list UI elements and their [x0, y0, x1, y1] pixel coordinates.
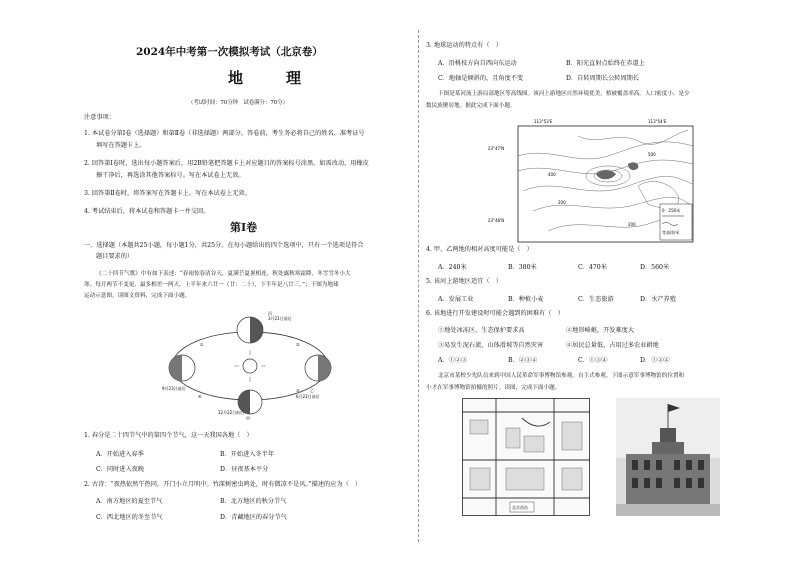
- contour-value: 200: [628, 222, 636, 227]
- option: B．②③④: [508, 357, 538, 364]
- label-left: 9月23日前后: [162, 386, 186, 391]
- statement: ①地处冰冻区，生态保护要求高: [438, 327, 525, 334]
- orbit-marker: ③: [296, 388, 300, 393]
- contour-map: [488, 116, 698, 244]
- option: A．①②③: [438, 357, 468, 364]
- street-map: [462, 398, 590, 516]
- option: C．生态旅游: [578, 296, 614, 303]
- station-label: 北京西站: [512, 505, 528, 510]
- orbit-marker: ②: [296, 342, 300, 347]
- label-top: 3月21日前后: [268, 316, 292, 321]
- statement: ②地形崎岖，开发难度大: [566, 327, 635, 334]
- passage-text: 《二十四节气歌》中有如下表述：“春雨惊春清谷天，夏满芒夏暑相连，秋处露秋寒霜降，冬雪雪冬小大: [96, 271, 351, 277]
- latitude-label: 23°47'N: [488, 146, 505, 151]
- passage-text: 运动示意图。读图文资料，完成下面小题。: [84, 293, 191, 299]
- latitude-label: 23°46'N: [488, 218, 505, 223]
- option: D．560米: [640, 264, 670, 271]
- question-stem: 3. 地球运动的特点有（ ）: [426, 42, 502, 49]
- contour-value: 400: [548, 172, 556, 177]
- passage-text: 寒。每月两节不变更，最多相差一两天。上半年来六廿一（廿：二十），下半年是八廿三。”；下图为地球: [84, 282, 339, 288]
- orbit-marker: ④: [198, 394, 202, 399]
- contour-value: 200: [558, 200, 566, 205]
- longitude-label: 113°53'E: [534, 119, 553, 124]
- option: A．开始进入春季: [96, 451, 144, 458]
- label-bottom: 甲: [246, 416, 250, 421]
- orbit-marker: ①: [200, 342, 204, 347]
- label-bottom: 12月22日前后: [218, 410, 245, 415]
- option: B．种植小麦: [508, 296, 544, 303]
- notice-line: 填写在答题卡上。: [96, 142, 146, 149]
- statement: ③易发生泥石流、山体滑坡等自然灾害: [438, 342, 544, 349]
- section-title: 第Ⅰ卷: [230, 221, 258, 234]
- question-stem: 6. 该地进行开发建设时可能会遇到的困难有（ ）: [426, 310, 564, 317]
- passage-text: 数民族聚居地。据此完成下面小题。: [426, 103, 516, 109]
- map-scale: 0 250米: [662, 208, 681, 213]
- notice-line: 4. 考试结束后，将本试卷和答题卡一并交回。: [84, 208, 210, 215]
- option: B．阳光直射点始终在赤道上: [566, 60, 645, 67]
- option: C．470米: [578, 264, 607, 271]
- option: C．同时进入夜晚: [96, 466, 145, 473]
- subject-title: 地 理: [228, 69, 316, 87]
- option: A．南方地区的夏至节气: [96, 498, 163, 505]
- passage-text: 北京市某校少先队员来到中国人民革命军事博物馆参观。自主式参观。下图示意军事博物馆的位置和: [438, 373, 685, 379]
- notice-line: 1. 本试卷分第Ⅰ卷（选择题）和第Ⅱ卷（非选择题）两部分。答卷前，考生务必将自己的姓名、准考证号: [84, 130, 365, 137]
- label-right: 乙: [310, 388, 314, 393]
- option: D．自转周期长公转周期长: [566, 75, 640, 82]
- exam-title: 2024年中考第一次模拟考试（北京卷）: [136, 46, 323, 58]
- option: C．地轴是倾斜的，且角度不变: [438, 75, 524, 82]
- longitude-label: 113°54'E: [648, 119, 667, 124]
- question-stem: 1. 春分是二十四节气中的第四个节气，这一天我国各地（ ）: [84, 432, 253, 439]
- option: A．沿桃枝方向自西向东运动: [438, 60, 517, 67]
- question-stem: 2. 古诗：“夜热依然午热同，开门小立月明中。竹深树密虫鸣处，时有微凉不是风。”描述的应为（ ）: [84, 481, 362, 488]
- exam-info: （考试时间：70分钟 试卷满分：70分）: [188, 100, 288, 106]
- notice-line: 3. 回答第Ⅱ卷时，将答案写在答题卡上。写在本试卷上无效。: [84, 190, 251, 197]
- museum-photo: [616, 398, 720, 516]
- question-stem: 4. 甲、乙两地的相对高度可能是（ ）: [426, 246, 533, 253]
- section-instruction: 题目要求的）: [96, 253, 134, 260]
- option: A．发展工业: [438, 296, 474, 303]
- notice-line: 2. 回答第Ⅰ卷时，选出每小题答案后，用2B铅笔把答题卡上对应题目的答案标号涂黑。如需改动，用橡皮: [84, 160, 369, 167]
- passage-text: 下图是某河流上游局部地区等高线图。该河上游地区自然环境优美，植被覆盖率高。人口密度小，是少: [438, 91, 690, 97]
- label-right: 6月22日前后: [296, 394, 320, 399]
- notice-line: 擦干净后，再选涂其他答案标号。写在本试卷上无效。: [96, 172, 245, 179]
- option: C．西北地区的冬至节气: [96, 514, 163, 521]
- earth-orbit-diagram: [160, 310, 340, 422]
- option: D．水产养殖: [640, 296, 676, 303]
- section-instruction: 一、选择题（本题共25小题，每小题1分，共25分。在每小题给出的四个选项中，只有一个选项是符合: [84, 242, 364, 249]
- passage-text: 小才在军事博物馆拍摄的照片。读图，完成下面小题。: [426, 385, 561, 391]
- option: D．青藏地区的春分节气: [220, 514, 287, 521]
- sun-icon: [243, 359, 257, 373]
- statement: ④居民总量低，占用过多农业耕地: [566, 342, 659, 349]
- option: B．380米: [508, 264, 537, 271]
- option: B．北方地区的秋分节气: [220, 498, 287, 505]
- column-divider: [418, 30, 419, 542]
- map-legend-label: 等高线/米: [662, 230, 680, 235]
- contour-value: 500: [648, 152, 656, 157]
- option: A．240米: [438, 264, 467, 271]
- notice-heading: 注意事项：: [84, 114, 115, 121]
- option: B．开始进入冬半年: [220, 451, 275, 458]
- option: D．昼夜基本平分: [220, 466, 269, 473]
- option: C．①③④: [578, 357, 608, 364]
- question-stem: 5. 该河上游地区适宜（ ）: [426, 278, 502, 285]
- option: D．①②④: [640, 357, 670, 364]
- label-top: 丙: [268, 311, 272, 316]
